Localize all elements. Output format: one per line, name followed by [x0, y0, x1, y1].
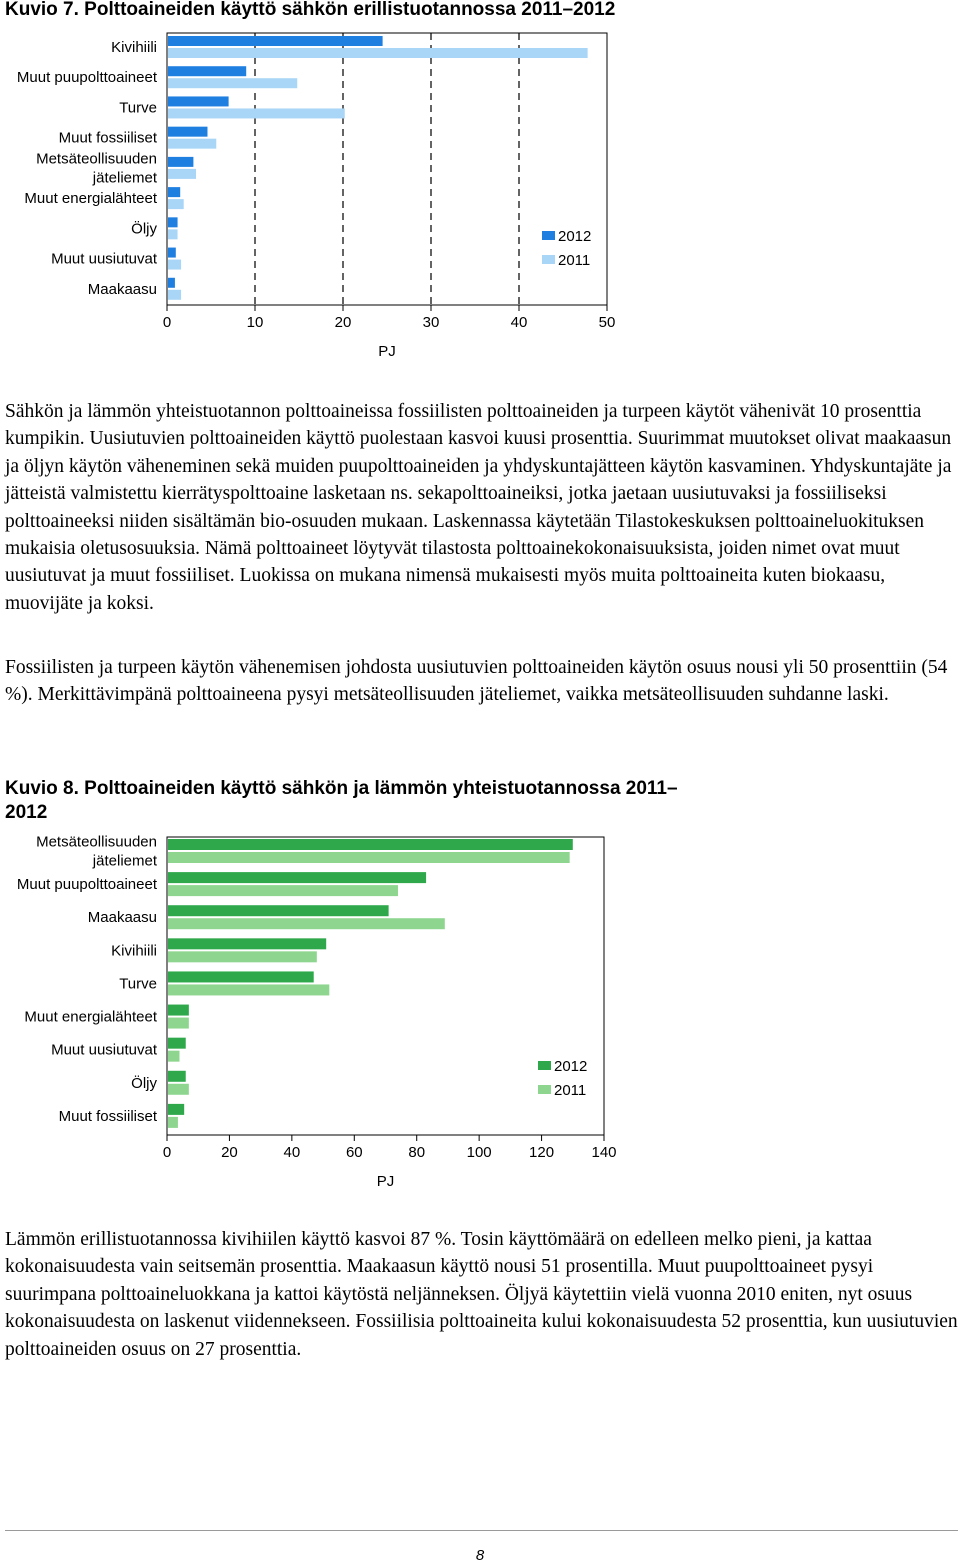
- figure-8-chart: [0, 832, 620, 1192]
- bar-2012-muut-puupolttoaineet: [168, 872, 426, 883]
- bar-2012-kivihiili: [168, 938, 326, 949]
- category-label: jäteliemet: [92, 852, 157, 870]
- paragraph-renewables-share: Fossiilisten ja turpeen käytön vähenemisen johdosta uusiutuvien polttoaineiden käytön osuus nousi yli 50 prosenttiin (54 %). Merkittävimpänä polttoaineena pysyi metsäteollisuuden jäteliemet, vaikka metsäteollisuuden suhdanne laski.: [5, 657, 948, 706]
- bar-2011-muut-puupolttoaineet: [168, 885, 398, 896]
- figure-7-chart: [0, 30, 620, 365]
- bar-2012-turve: [168, 971, 314, 982]
- bar-2011-oljy: [168, 1084, 189, 1095]
- bar-2011-muut-uusiutuvat: [168, 260, 181, 270]
- bar-2012-muut-fossiiliset: [168, 127, 207, 137]
- bar-2011-turve: [168, 984, 329, 995]
- category-label: Öljy: [131, 220, 157, 238]
- x-tick-label: 10: [246, 314, 264, 331]
- x-axis-title: PJ: [376, 1173, 395, 1190]
- bar-2011-muut-energialahteet: [168, 199, 184, 209]
- x-tick-label: 20: [334, 314, 352, 331]
- x-tick-label: 120: [529, 1144, 555, 1161]
- bar-2011-muut-uusiutuvat: [168, 1051, 179, 1062]
- legend-label-2011: 2011: [554, 1082, 587, 1099]
- bar-2011-oljy: [168, 229, 178, 239]
- x-tick-label: 40: [510, 314, 528, 331]
- category-label: Muut puupolttoaineet: [16, 876, 157, 894]
- legend-swatch-2011: [538, 1085, 551, 1094]
- category-label: Turve: [119, 975, 157, 993]
- category-label: Muut puupolttoaineet: [16, 69, 157, 87]
- category-label: Maakaasu: [87, 280, 157, 298]
- legend-swatch-2012: [542, 231, 555, 240]
- bar-2011-muut-fossiiliset: [168, 1117, 178, 1128]
- x-tick-label: 30: [422, 314, 440, 331]
- bar-2012-metsateollisuuden-jateliemet: [168, 157, 193, 167]
- x-tick-label: 60: [345, 1144, 363, 1161]
- bar-2011-metsateollisuuden-jateliemet: [168, 169, 196, 179]
- bar-2012-muut-puupolttoaineet: [168, 66, 246, 76]
- bar-2012-maakaasu: [168, 905, 389, 916]
- x-tick-label: 0: [162, 314, 172, 331]
- bar-2011-maakaasu: [168, 918, 445, 929]
- category-label: jäteliemet: [92, 169, 157, 187]
- legend-swatch-2012: [538, 1061, 551, 1070]
- category-label: Muut energialähteet: [24, 1008, 157, 1026]
- bar-2012-muut-energialahteet: [168, 1005, 189, 1016]
- bar-2012-muut-energialahteet: [168, 187, 180, 197]
- footer-divider: [5, 1530, 958, 1531]
- bar-2012-muut-uusiutuvat: [168, 1038, 186, 1049]
- legend-label-2011: 2011: [558, 252, 591, 269]
- bar-2012-muut-uusiutuvat: [168, 248, 176, 258]
- paragraph-heat-production: Lämmön erillistuotannossa kivihiilen käyttö kasvoi 87 %. Tosin käyttömäärä on edelleen melko pieni, ja kattaa kokonaisuudesta vain seitsemän prosenttia. Maakaasun käyttö nousi 51 prosentilla. Muut puupolttoaineet pysyi suurimpana polttoaineluokkana ja kattoi käytöstä neljänneksen. Öljyä käytettiin vielä vuonna 2010 eniten, nyt osuus kokonaisuudesta on laskenut viidennekseen. Fossiilisia polttoaineita kului kokonaisuudesta 52 prosenttia, kun uusiutuvien polttoaineiden osuus on 27 prosenttia.: [5, 1229, 958, 1360]
- bar-2011-turve: [168, 108, 345, 118]
- x-tick-label: 0: [162, 1144, 172, 1161]
- category-label: Muut fossiiliset: [58, 129, 157, 147]
- category-label: Kivihiili: [111, 39, 157, 56]
- bar-2011-muut-energialahteet: [168, 1018, 189, 1029]
- bar-2011-muut-fossiiliset: [168, 139, 216, 149]
- category-label: Muut energialähteet: [24, 190, 157, 208]
- x-tick-label: 40: [283, 1144, 301, 1161]
- bar-2012-turve: [168, 96, 229, 106]
- legend-label-2012: 2012: [558, 228, 592, 245]
- x-axis-title: PJ: [378, 343, 396, 360]
- bar-2011-kivihiili: [168, 951, 317, 962]
- bar-2011-kivihiili: [168, 48, 588, 58]
- x-tick-label: 50: [598, 314, 616, 331]
- paragraph-chp-fuels: Sähkön ja lämmön yhteistuotannon polttoaineissa fossiilisten polttoaineiden ja turpeen käytöt vähenivät 10 prosenttia kumpikin. Uusiutuvien polttoaineiden käyttö puolestaan kasvoi kuusi prosenttia. Suurimmat muutokset olivat maakaasun ja öljyn käytön väheneminen sekä muiden puupolttoaineiden ja yhdyskuntajätteen käytön kasvaminen. Yhdyskuntajäte ja jätteistä valmistettu kierrätyspolttoaine lasketaan ns. sekapolttoaineiksi, jotka jaetaan uusiutuvaksi ja fossiiliseksi polttoaineeksi niiden sisältämän bio-osuuden mukaan. Laskennassa käytetään Tilastokeskuksen polttoaineluokituksen mukaisia oletusosuuksia. Nämä polttoaineet löytyvät tilastosta polttoainekokonaisuuksista, joiden nimet ovat muut uusiutuvat ja muut fossiiliset. Luokissa on mukana nimensä mukaisesti myös muita polttoaineita kuten biokaasu, muovijäte ja koksi.: [5, 401, 952, 614]
- bar-2011-muut-puupolttoaineet: [168, 78, 297, 88]
- bar-2011-metsateollisuuden-jateliemet: [168, 852, 570, 863]
- figure-8-title: Kuvio 8. Polttoaineiden käyttö sähkön ja lämmön yhteistuotannossa 2011–2012: [5, 778, 678, 823]
- category-label: Metsäteollisuuden: [36, 833, 157, 851]
- bar-2012-maakaasu: [168, 278, 175, 288]
- category-label: Turve: [119, 99, 157, 117]
- x-tick-label: 20: [221, 1144, 238, 1161]
- bar-2012-oljy: [168, 1071, 186, 1082]
- x-tick-label: 80: [408, 1144, 426, 1161]
- category-label: Maakaasu: [87, 909, 157, 927]
- category-label: Öljy: [131, 1074, 157, 1092]
- x-tick-label: 140: [591, 1144, 617, 1161]
- category-label: Muut fossiiliset: [58, 1107, 157, 1125]
- x-tick-label: 100: [466, 1144, 492, 1161]
- bar-2012-kivihiili: [168, 36, 383, 46]
- category-label: Metsäteollisuuden: [36, 150, 157, 168]
- legend-swatch-2011: [542, 255, 555, 264]
- figure-7-title: Kuvio 7. Polttoaineiden käyttö sähkön erillistuotannossa 2011–2012: [5, 0, 616, 20]
- bar-2011-maakaasu: [168, 290, 181, 300]
- bar-2012-muut-fossiiliset: [168, 1104, 184, 1115]
- category-label: Kivihiili: [111, 942, 157, 960]
- category-label: Muut uusiutuvat: [51, 1041, 157, 1059]
- legend-label-2012: 2012: [554, 1058, 588, 1075]
- page-number: 8: [475, 1547, 485, 1564]
- bar-2012-oljy: [168, 217, 178, 227]
- bar-2012-metsateollisuuden-jateliemet: [168, 839, 573, 850]
- category-label: Muut uusiutuvat: [51, 250, 157, 268]
